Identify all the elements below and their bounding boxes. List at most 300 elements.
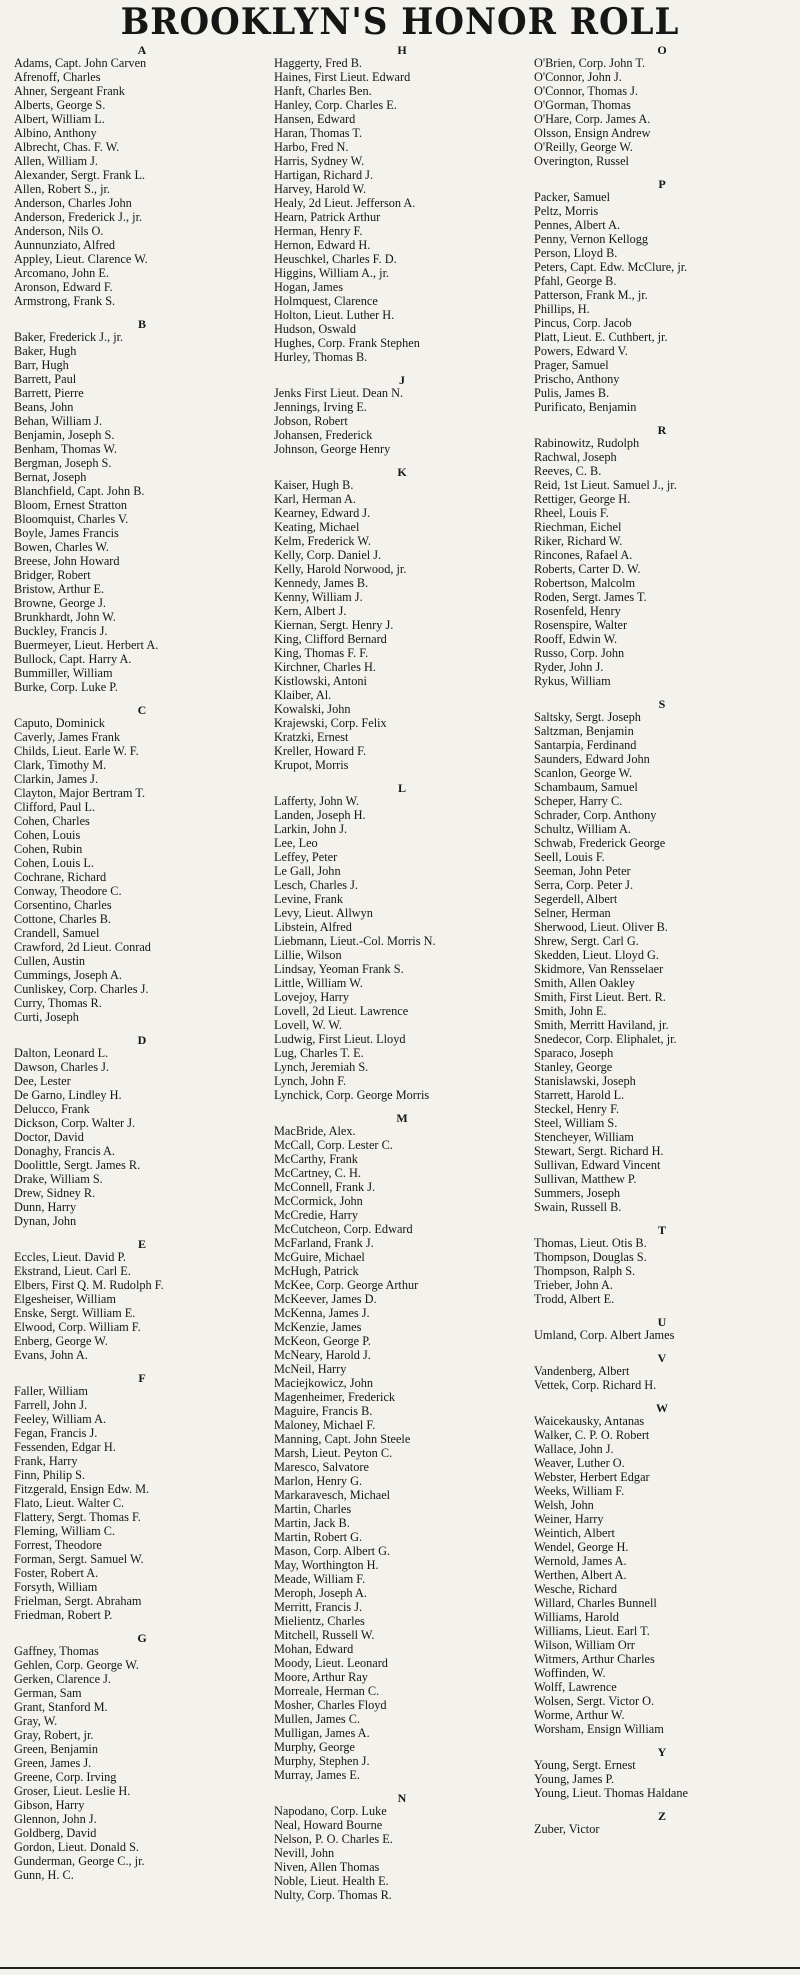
honor-roll-name: Elgesheiser, William [14,1292,116,1306]
honor-roll-name: Gaffney, Thomas [14,1644,99,1658]
honor-roll-name: May, Worthington H. [274,1558,379,1572]
honor-roll-name: Elwood, Corp. William F. [14,1320,141,1334]
honor-roll-name: Fessenden, Edgar H. [14,1440,116,1454]
honor-roll-name: Karl, Herman A. [274,492,356,506]
honor-roll-name: Reid, 1st Lieut. Samuel J., jr. [534,478,677,492]
honor-roll-name: Boyle, James Francis [14,526,119,540]
honor-roll-name: Lovejoy, Harry [274,990,350,1004]
honor-roll-name: Bullock, Capt. Harry A. [14,652,132,666]
honor-roll-name: Smith, John E. [534,1004,607,1018]
honor-roll-name: McKeever, James D. [274,1292,377,1306]
honor-roll-name: Patterson, Frank M., jr. [534,288,648,302]
section-b [14,318,270,694]
honor-roll-name: Meade, William F. [274,1572,366,1586]
honor-roll-name: Bernat, Joseph [14,470,87,484]
honor-roll-name: McNeary, Harold J. [274,1348,371,1362]
honor-roll-name: O'Connor, Thomas J. [534,84,638,98]
honor-roll-name: Albrecht, Chas. F. W. [14,140,120,154]
honor-roll-name: Aunnunziato, Alfred [14,238,116,252]
section-n [274,1792,530,1902]
bottom-rule [0,1967,800,1969]
honor-roll-name: Hudson, Oswald [274,322,356,336]
honor-roll-name: Maloney, Michael F. [274,1418,376,1432]
honor-roll-name: Kirchner, Charles H. [274,660,376,674]
honor-roll-name: Hansen, Edward [274,112,356,126]
honor-roll-name: Ekstrand, Lieut. Carl E. [14,1264,131,1278]
honor-roll-name: Rooff, Edwin W. [534,632,618,646]
honor-roll-name: Trodd, Albert E. [534,1292,615,1306]
honor-roll-name: Alexander, Sergt. Frank L. [14,168,146,182]
honor-roll-name: Hanft, Charles Ben. [274,84,372,98]
honor-roll-name: Woffinden, W. [534,1666,606,1680]
honor-roll-name: King, Clifford Bernard [274,632,387,646]
honor-roll-name: Anderson, Frederick J., jr. [14,210,143,224]
honor-roll-name: Wesche, Richard [534,1582,618,1596]
honor-roll-name: Crawford, 2d Lieut. Conrad [14,940,151,954]
honor-roll-name: Friedman, Robert P. [14,1608,113,1622]
honor-roll-name: MacBride, Alex. [274,1124,356,1138]
honor-roll-name: Wolff, Lawrence [534,1680,617,1694]
section-letter: P [658,177,666,191]
honor-roll-name: Shrew, Sergt. Carl G. [534,934,639,948]
honor-roll-name: Santarpia, Ferdinand [534,738,637,752]
honor-roll-name: Harbo, Fred N. [274,140,349,154]
honor-roll-name: Nelson, P. O. Charles E. [274,1832,393,1846]
honor-roll-name: Kennedy, James B. [274,576,369,590]
honor-roll-name: Weeks, William F. [534,1484,625,1498]
honor-roll-name: Lynch, John F. [274,1074,347,1088]
section-k [274,466,530,772]
honor-roll-name: Schultz, William A. [534,822,631,836]
honor-roll-name: Appley, Lieut. Clarence W. [14,252,148,266]
honor-roll-name: Hurley, Thomas B. [274,350,368,364]
honor-roll-name: Bloomquist, Charles V. [14,512,129,526]
honor-roll-name: Faller, William [14,1384,88,1398]
honor-roll-name: Finn, Philip S. [14,1468,86,1482]
honor-roll-name: Scheper, Harry C. [534,794,623,808]
honor-roll-name: Krupot, Morris [274,758,349,772]
honor-roll-name: Kowalski, John [274,702,351,716]
honor-roll-name: Maciejkowicz, John [274,1376,374,1390]
honor-roll-name: McKenzie, James [274,1320,362,1334]
honor-roll-name: Cohen, Louis [14,828,81,842]
honor-roll-columns [10,44,790,1902]
honor-roll-name: Waicekausky, Antanas [534,1414,645,1428]
honor-roll-name: Hanley, Corp. Charles E. [274,98,397,112]
honor-roll-name: Riechman, Eichel [534,520,622,534]
honor-roll-name: Goldberg, David [14,1826,97,1840]
honor-roll-name: Rincones, Rafael A. [534,548,633,562]
honor-roll-name: Frank, Harry [14,1454,78,1468]
section-letter: R [657,423,667,437]
honor-roll-name: Prischo, Anthony [534,372,620,386]
honor-roll-name: McConnell, Frank J. [274,1180,376,1194]
honor-roll-name: Gehlen, Corp. George W. [14,1658,139,1672]
honor-roll-name: Serra, Corp. Peter J. [534,878,634,892]
honor-roll-name: Cummings, Joseph A. [14,968,122,982]
honor-roll-name: Summers, Joseph [534,1186,621,1200]
honor-roll-name: Peltz, Morris [534,204,599,218]
honor-roll-name: Bergman, Joseph S. [14,456,112,470]
honor-roll-name: Albino, Anthony [14,126,97,140]
section-z [534,1810,790,1836]
honor-roll-name: Lovell, 2d Lieut. Lawrence [274,1004,409,1018]
honor-roll-name: Jobson, Robert [274,414,348,428]
honor-roll-name: Witmers, Arthur Charles [534,1652,655,1666]
honor-roll-name: Williams, Lieut. Earl T. [534,1624,650,1638]
honor-roll-name: Bloom, Ernest Stratton [14,498,128,512]
honor-roll-name: Niven, Allen Thomas [274,1860,380,1874]
honor-roll-name: Robertson, Malcolm [534,576,636,590]
section-letter: K [397,465,407,479]
honor-roll-name: Breese, John Howard [14,554,120,568]
section-letter: N [397,1791,407,1805]
honor-roll-name: Sullivan, Matthew P. [534,1172,637,1186]
honor-roll-name: Purificato, Benjamin [534,400,637,414]
section-u [534,1316,790,1342]
honor-roll-name: Holton, Lieut. Luther H. [274,308,395,322]
honor-roll-name: McFarland, Frank J. [274,1236,374,1250]
honor-roll-name: Klaiber, Al. [274,688,332,702]
honor-roll-name: Kenny, William J. [274,590,363,604]
honor-roll-name: Caverly, James Frank [14,730,121,744]
honor-roll-name: Smith, Allen Oakley [534,976,635,990]
honor-roll-name: Cohen, Louis L. [14,856,94,870]
honor-roll-name: Baker, Hugh [14,344,77,358]
honor-roll-name: Krajewski, Corp. Felix [274,716,387,730]
honor-roll-name: O'Reilly, George W. [534,140,633,154]
honor-roll-name: Clark, Timothy M. [14,758,107,772]
honor-roll-name: Bummiller, William [14,666,113,680]
honor-roll-name: Scanlon, George W. [534,766,633,780]
honor-roll-name: Hogan, James [274,280,343,294]
honor-roll-name: Lynch, Jeremiah S. [274,1060,369,1074]
honor-roll-name: Foster, Robert A. [14,1566,99,1580]
honor-roll-name: Stanley, George [534,1060,613,1074]
honor-roll-name: Kreller, Howard F. [274,744,367,758]
honor-roll-name: Kern, Albert J. [274,604,347,618]
honor-roll-name: Phillips, H. [534,302,590,316]
honor-roll-name: Bristow, Arthur E. [14,582,105,596]
honor-roll-name: Seell, Louis F. [534,850,605,864]
honor-roll-name: Fegan, Francis J. [14,1426,98,1440]
honor-roll-name: Willard, Charles Bunnell [534,1596,657,1610]
honor-roll-name: Alberts, George S. [14,98,106,112]
honor-roll-name: Vettek, Corp. Richard H. [534,1378,657,1392]
honor-roll-name: Wernold, James A. [534,1554,627,1568]
honor-roll-name: O'Gorman, Thomas [534,98,631,112]
honor-roll-name: Arcomano, John E. [14,266,109,280]
honor-roll-name: Starrett, Harold L. [534,1088,625,1102]
honor-roll-name: Rosenspire, Walter [534,618,628,632]
honor-roll-name: Sullivan, Edward Vincent [534,1158,661,1172]
honor-roll-name: Anderson, Nils O. [14,224,104,238]
honor-roll-name: Harris, Sydney W. [274,154,365,168]
honor-roll-name: Levy, Lieut. Allwyn [274,906,373,920]
honor-roll-name: O'Brien, Corp. John T. [534,56,646,70]
honor-roll-name: King, Thomas F. F. [274,646,369,660]
honor-roll-name: Young, Sergt. Ernest [534,1758,636,1772]
honor-roll-name: Person, Lloyd B. [534,246,618,260]
honor-roll-name: McCartney, C. H. [274,1166,361,1180]
honor-roll-name: De Garno, Lindley H. [14,1088,122,1102]
honor-roll-name: Marsh, Lieut. Peyton C. [274,1446,393,1460]
honor-roll-name: Gibson, Harry [14,1798,85,1812]
honor-roll-name: Forman, Sergt. Samuel W. [14,1552,144,1566]
honor-roll-name: Ryder, John J. [534,660,604,674]
honor-roll-name: Young, Lieut. Thomas Haldane [534,1786,688,1800]
section-p [534,178,790,414]
honor-roll-name: Maresco, Salvatore [274,1460,369,1474]
honor-roll-name: Doolittle, Sergt. James R. [14,1158,141,1172]
section-h [274,44,530,364]
honor-roll-name: Brunkhardt, John W. [14,610,116,624]
section-o [534,44,790,168]
honor-roll-name: Bowen, Charles W. [14,540,109,554]
honor-roll-name: Cunliskey, Corp. Charles J. [14,982,149,996]
honor-roll-name: Mullen, James C. [274,1712,361,1726]
honor-roll-name: Ahner, Sergeant Frank [14,84,125,98]
honor-roll-name: Holmquest, Clarence [274,294,378,308]
honor-roll-name: Dunn, Harry [14,1200,77,1214]
section-letter: G [137,1631,147,1645]
section-t [534,1224,790,1306]
honor-roll-name: Anderson, Charles John [14,196,132,210]
honor-roll-name: Saunders, Edward John [534,752,650,766]
honor-roll-name: Clifford, Paul L. [14,800,96,814]
honor-roll-name: Murphy, George [274,1740,355,1754]
honor-roll-name: Benham, Thomas W. [14,442,117,456]
honor-roll-name: Thompson, Ralph S. [534,1264,636,1278]
section-letter: T [657,1223,666,1237]
honor-roll-name: Pfahl, George B. [534,274,617,288]
section-letter: L [397,781,406,795]
honor-roll-name: Magenheimer, Frederick [274,1390,396,1404]
honor-roll-name: Lee, Leo [274,836,318,850]
honor-roll-name: Weiner, Harry [534,1512,604,1526]
honor-roll-name: Drake, William S. [14,1172,103,1186]
honor-roll-name: Fleming, William C. [14,1524,116,1538]
honor-roll-name: Weaver, Luther O. [534,1456,625,1470]
honor-roll-name: Caputo, Dominick [14,716,105,730]
honor-roll-name: O'Connor, John J. [534,70,622,84]
honor-roll-name: Enberg, George W. [14,1334,108,1348]
honor-roll-name: Schambaum, Samuel [534,780,638,794]
honor-roll-name: Little, William W. [274,976,363,990]
section-s [534,698,790,1214]
honor-roll-name: Behan, William J. [14,414,103,428]
honor-roll-name: Burke, Corp. Luke P. [14,680,118,694]
honor-roll-name: Cullen, Austin [14,954,86,968]
honor-roll-name: Gray, Robert, jr. [14,1728,94,1742]
honor-roll-name: Steel, William S. [534,1116,618,1130]
honor-roll-name: Roberts, Carter D. W. [534,562,641,576]
honor-roll-name: Thomas, Lieut. Otis B. [534,1236,647,1250]
honor-roll-name: Steckel, Henry F. [534,1102,620,1116]
honor-roll-name: Martin, Charles [274,1502,352,1516]
honor-roll-name: Pennes, Albert A. [534,218,621,232]
honor-roll-name: Rheel, Louis F. [534,506,609,520]
honor-roll-name: Walker, C. P. O. Robert [534,1428,650,1442]
honor-roll-name: Manning, Capt. John Steele [274,1432,411,1446]
honor-roll-name: Buckley, Francis J. [14,624,108,638]
honor-roll-name: Smith, Merritt Haviland, jr. [534,1018,669,1032]
section-w [534,1402,790,1736]
honor-roll-name: Noble, Lieut. Health E. [274,1874,389,1888]
section-m [274,1112,530,1782]
honor-roll-name: Harvey, Harold W. [274,182,367,196]
honor-roll-name: Farrell, John J. [14,1398,88,1412]
honor-roll-name: Lillie, Wilson [274,948,342,962]
section-y [534,1746,790,1800]
honor-roll-name: Le Gall, John [274,864,341,878]
honor-roll-name: Forsyth, William [14,1580,98,1594]
honor-roll-name: Worme, Arthur W. [534,1708,625,1722]
honor-roll-name: Libstein, Alfred [274,920,352,934]
honor-roll-name: Seeman, John Peter [534,864,631,878]
honor-roll-name: Corsentino, Charles [14,898,112,912]
honor-roll-name: Lesch, Charles J. [274,878,359,892]
section-letter: D [137,1033,147,1047]
honor-roll-name: Dawson, Charles J. [14,1060,109,1074]
honor-roll-name: Baker, Frederick J., jr. [14,330,124,344]
honor-roll-name: Browne, George J. [14,596,106,610]
page-title: BROOKLYN'S HONOR ROLL [120,0,680,44]
honor-roll-name: Haran, Thomas T. [274,126,363,140]
section-v [534,1352,790,1392]
honor-roll-name: Glennon, John J. [14,1812,97,1826]
honor-roll-name: Cohen, Rubin [14,842,83,856]
honor-roll-name: Kelly, Harold Norwood, jr. [274,562,407,576]
honor-roll-name: Sherwood, Lieut. Oliver B. [534,920,668,934]
honor-roll-name: Jennings, Irving E. [274,400,367,414]
honor-roll-name: Herman, Henry F. [274,224,363,238]
honor-roll-name: Allen, Robert S., jr. [14,182,110,196]
honor-roll-name: Napodano, Corp. Luke [274,1804,387,1818]
honor-roll-name: Overington, Russel [534,154,629,168]
section-letter: E [137,1237,146,1251]
honor-roll-name: Rabinowitz, Rudolph [534,436,640,450]
honor-roll-name: Greene, Corp. Irving [14,1770,117,1784]
honor-roll-name: Dickson, Corp. Walter J. [14,1116,136,1130]
section-letter: M [396,1111,408,1125]
honor-roll-name: Mulligan, James A. [274,1726,370,1740]
honor-roll-name: Green, Benjamin [14,1742,99,1756]
honor-roll-name: Wendel, George H. [534,1540,629,1554]
honor-roll-name: Lug, Charles T. E. [274,1046,364,1060]
honor-roll-name: Hernon, Edward H. [274,238,371,252]
honor-roll-name: Zuber, Victor [534,1822,600,1836]
honor-roll-name: Saltzman, Benjamin [534,724,634,738]
honor-roll-name: Eccles, Lieut. David P. [14,1250,127,1264]
honor-roll-name: Flato, Lieut. Walter C. [14,1496,125,1510]
honor-roll-name: Rachwal, Joseph [534,450,617,464]
honor-roll-name: Conway, Theodore C. [14,884,122,898]
honor-roll-name: Albert, William L. [14,112,105,126]
honor-roll-name: Dalton, Leonard L. [14,1046,109,1060]
honor-roll-name: Elbers, First Q. M. Rudolph F. [14,1278,164,1292]
honor-roll-name: Doctor, David [14,1130,84,1144]
section-letter: C [137,703,147,717]
honor-roll-name: Umland, Corp. Albert James [534,1328,675,1342]
honor-roll-name: Kearney, Edward J. [274,506,371,520]
honor-roll-name: Trieber, John A. [534,1278,613,1292]
honor-roll-name: Hartigan, Richard J. [274,168,374,182]
honor-roll-name: Buermeyer, Lieut. Herbert A. [14,638,159,652]
honor-roll-name: Lynchick, Corp. George Morris [274,1088,430,1102]
section-l [274,782,530,1102]
honor-roll-name: Johnson, George Henry [274,442,391,456]
column-1 [10,44,270,1902]
honor-roll-name: Levine, Frank [274,892,343,906]
honor-roll-name: Markaravesch, Michael [274,1488,391,1502]
honor-roll-name: Welsh, John [534,1498,594,1512]
section-j [274,374,530,456]
honor-roll-name: Barr, Hugh [14,358,69,372]
section-letter: S [658,697,666,711]
honor-roll-name: Adams, Capt. John Carven [14,56,147,70]
honor-roll-name: Green, James J. [14,1756,92,1770]
honor-roll-name: Worsham, Ensign William [534,1722,664,1736]
honor-roll-name: Platt, Lieut. E. Cuthbert, jr. [534,330,668,344]
honor-roll-name: Evans, John A. [14,1348,88,1362]
honor-roll-name: McCall, Corp. Lester C. [274,1138,393,1152]
honor-roll-name: Keating, Michael [274,520,360,534]
honor-roll-name: Williams, Harold [534,1610,619,1624]
honor-roll-name: Wilson, William Orr [534,1638,635,1652]
honor-roll-name: Morreale, Herman C. [274,1684,380,1698]
honor-roll-name: Curry, Thomas R. [14,996,102,1010]
honor-roll-name: Enske, Sergt. William E. [14,1306,136,1320]
honor-roll-name: Packer, Samuel [534,190,610,204]
honor-roll-name: Liebmann, Lieut.-Col. Morris N. [274,934,436,948]
honor-roll-name: Childs, Lieut. Earle W. F. [14,744,139,758]
honor-roll-name: Pincus, Corp. Jacob [534,316,632,330]
honor-roll-name: Murphy, Stephen J. [274,1754,370,1768]
section-letter: J [399,373,405,387]
honor-roll-name: Heuschkel, Charles F. D. [274,252,397,266]
honor-roll-name: Haggerty, Fred B. [274,56,362,70]
honor-roll-name: Drew, Sidney R. [14,1186,96,1200]
honor-roll-name: Selner, Herman [534,906,611,920]
honor-roll-name: Beans, John [14,400,74,414]
honor-roll-name: Kistlowski, Antoni [274,674,367,688]
honor-roll-name: Mitchell, Russell W. [274,1628,375,1642]
honor-roll-name: Skidmore, Van Rensselaer [534,962,664,976]
honor-roll-name: Moody, Lieut. Leonard [274,1656,388,1670]
honor-roll-name: Rykus, William [534,674,611,688]
section-f [14,1372,270,1622]
honor-roll-name: Hughes, Corp. Frank Stephen [274,336,420,350]
honor-roll-name: McKee, Corp. George Arthur [274,1278,419,1292]
honor-roll-name: Clayton, Major Bertram T. [14,786,146,800]
honor-roll-name: Cohen, Charles [14,814,90,828]
column-3 [530,44,790,1902]
honor-roll-name: Stewart, Sergt. Richard H. [534,1144,664,1158]
honor-roll-name: Martin, Robert G. [274,1530,363,1544]
honor-roll-name: Cochrane, Richard [14,870,107,884]
honor-roll-name: McHugh, Patrick [274,1264,359,1278]
honor-roll-name: Mosher, Charles Floyd [274,1698,387,1712]
honor-roll-name: Higgins, William A., jr. [274,266,390,280]
section-letter: A [137,43,147,57]
honor-roll-name: Donaghy, Francis A. [14,1144,115,1158]
honor-roll-name: Stencheyer, William [534,1130,634,1144]
honor-roll-name: Webster, Herbert Edgar [534,1470,650,1484]
honor-roll-name: Reeves, C. B. [534,464,602,478]
honor-roll-name: Segerdell, Albert [534,892,618,906]
honor-roll-name: Armstrong, Frank S. [14,294,116,308]
